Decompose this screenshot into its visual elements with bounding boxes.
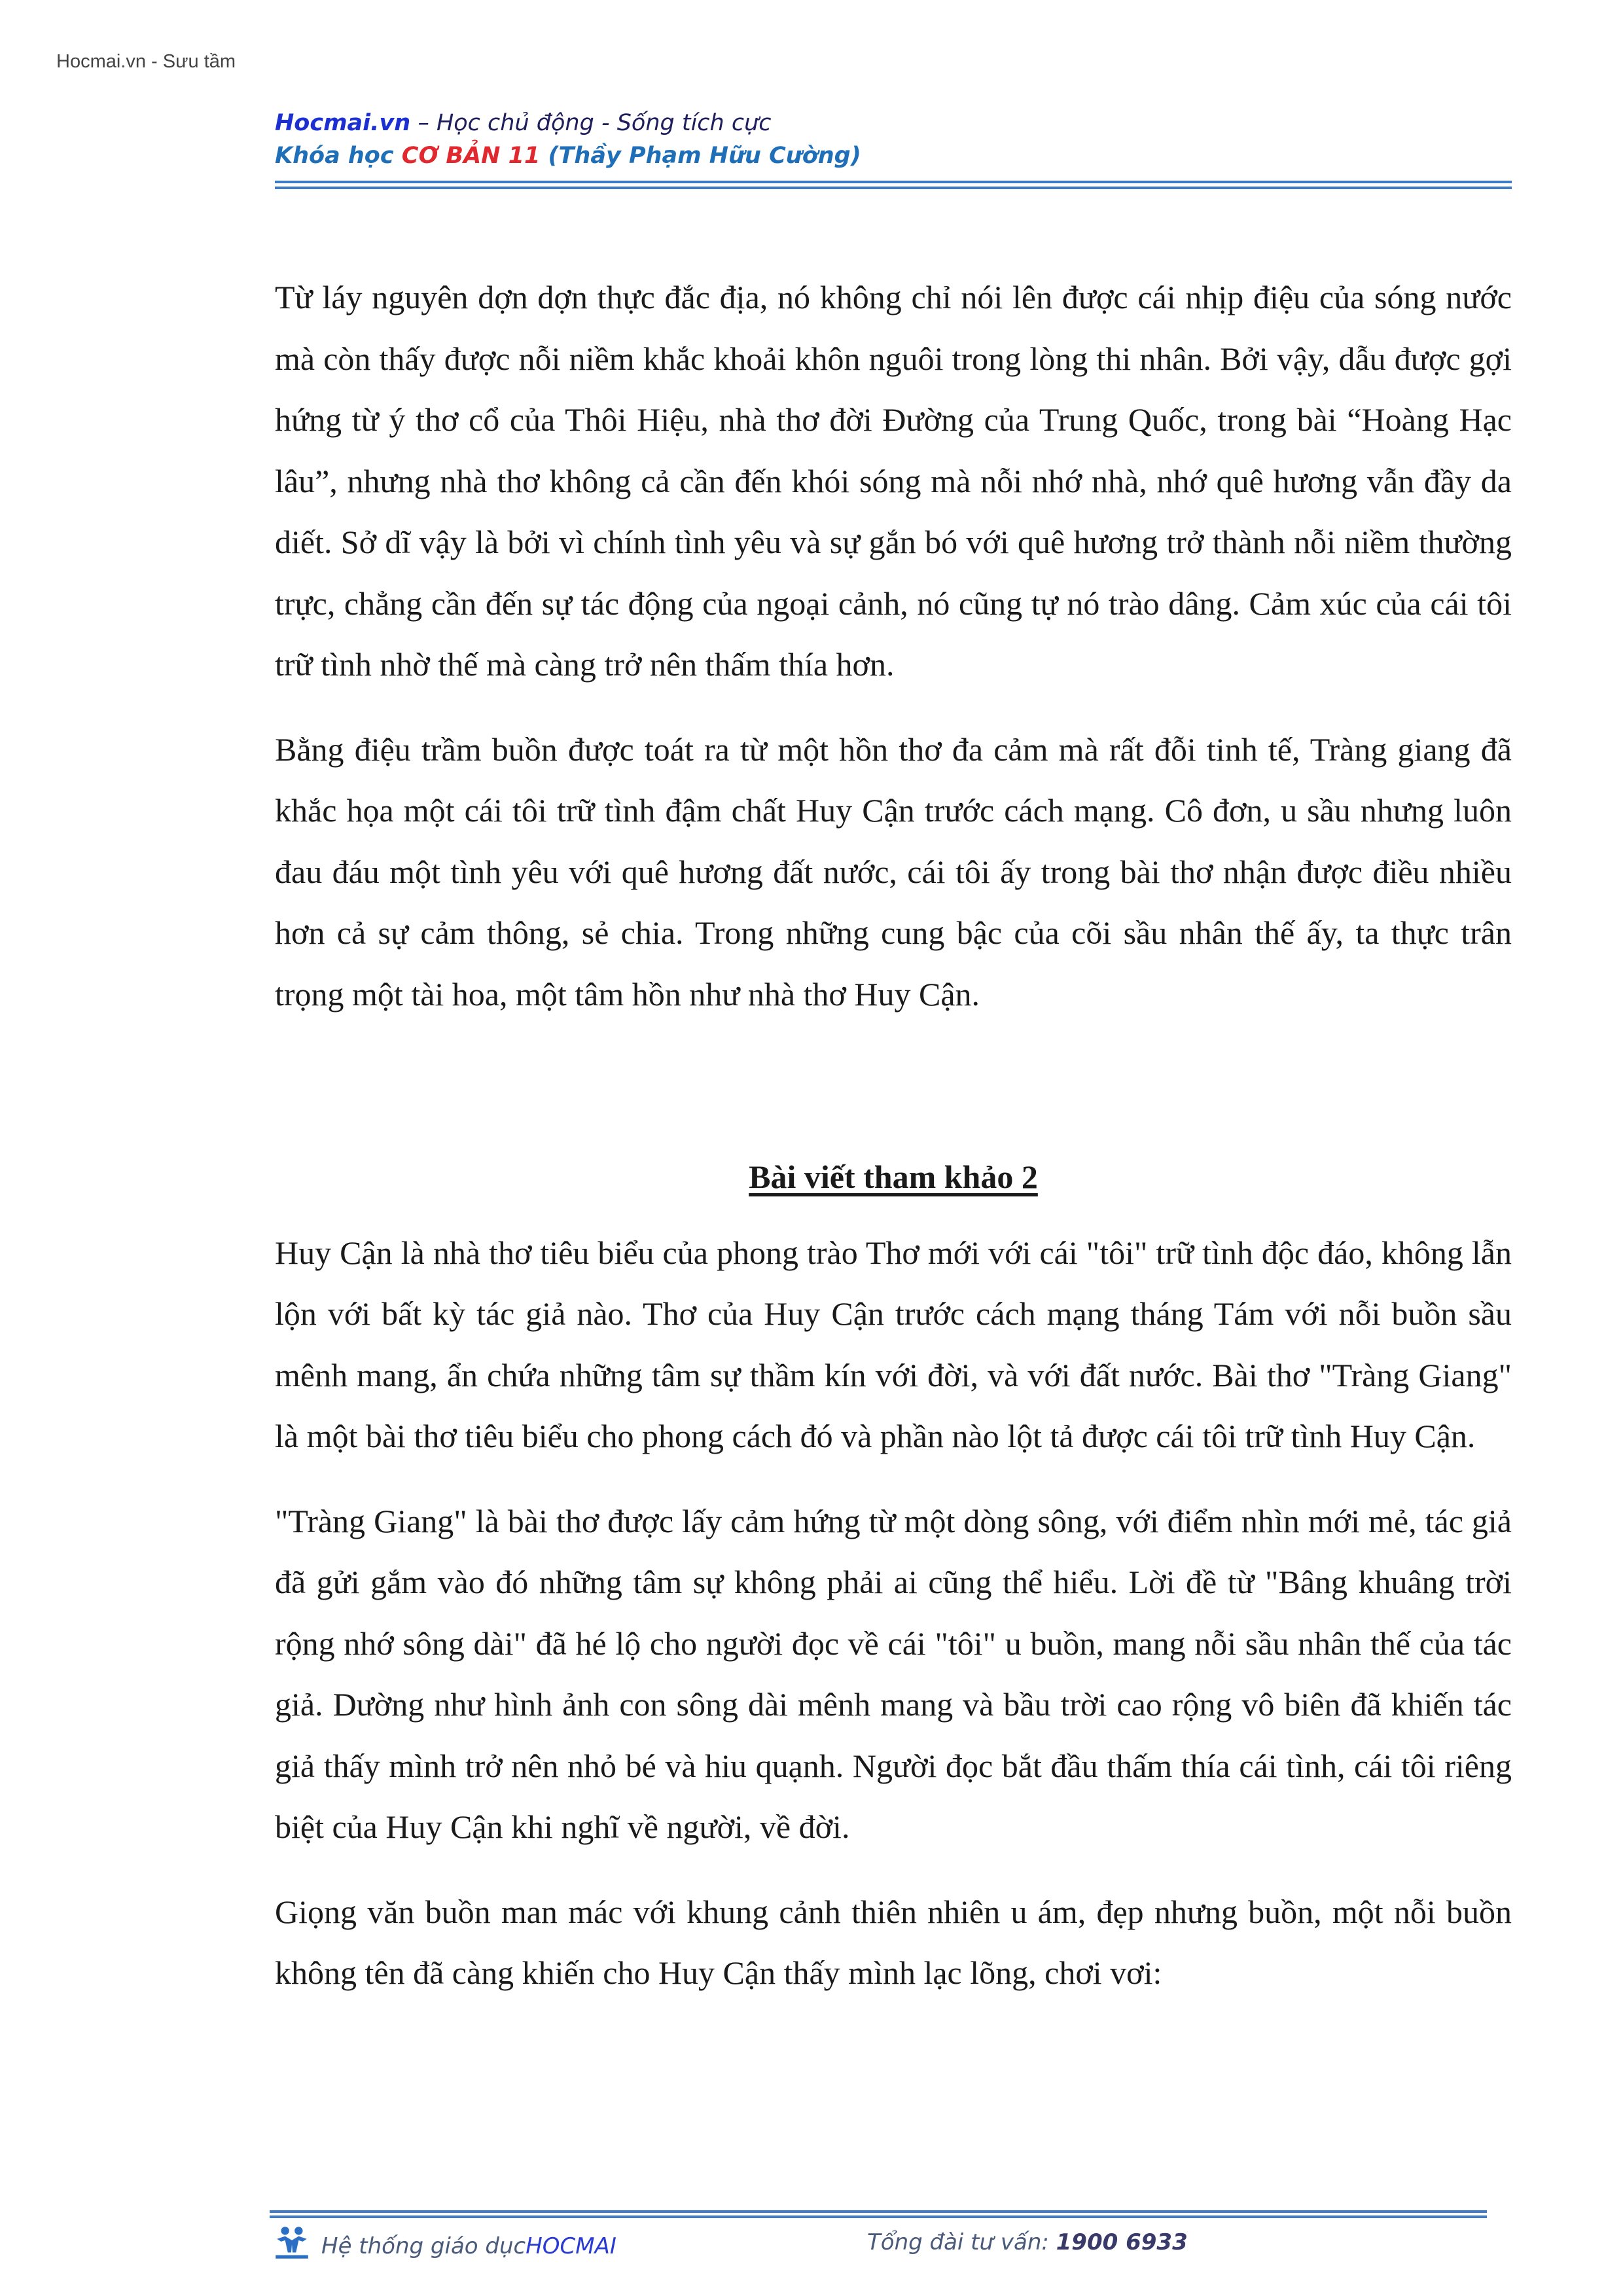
header-course-prefix: Khóa học <box>275 143 402 169</box>
footer-hotline-label: Tổng đài tư vấn: <box>867 2229 1056 2255</box>
section-title: Bài viết tham khảo 2 <box>749 1158 1038 1195</box>
paragraph: Bằng điệu trầm buồn được toát ra từ một hồn thơ đa cảm mà rất đỗi tinh tế, Tràng giang đã khắc họa một cái tôi trữ tình đậm chất Huy Cận trước cách mạng. Cô đơn, u sầu nhưng luôn đau đáu một tình yêu với quê hương đất nước, cái tôi ấy trong bài thơ nhận được điều nhiều hơn cả sự cảm thông, sẻ chia. Trong những cung bậc của cõi sầu nhân thế ấy, ta thực trân trọng một tài hoa, một tâm hồn như nhà thơ Huy Cận. <box>275 730 1512 1013</box>
header-teacher: (Thầy Phạm Hữu Cường) <box>540 143 861 169</box>
footer-left <box>272 2229 616 2263</box>
header-line-2 <box>275 143 1518 169</box>
header-divider <box>275 181 1512 189</box>
header-tagline: – Học chủ động - Sống tích cực <box>410 110 772 136</box>
footer-hotline-number: 1900 6933 <box>1056 2229 1188 2255</box>
footer-brand: HOCMAI <box>526 2233 616 2259</box>
paragraph: Giọng văn buồn man mác với khung cảnh thiên nhiên u ám, đẹp nhưng buồn, một nỗi buồn không tên đã càng khiến cho Huy Cận thấy mình lạc lõng, chơi vơi: <box>275 1893 1512 1991</box>
header-brand: Hocmai.vn <box>275 110 411 136</box>
watermark-source: Hocmai.vn - Sưu tầm <box>56 51 236 72</box>
footer-right <box>867 2229 1188 2255</box>
header-course-name: CƠ BẢN 11 <box>401 143 541 169</box>
footer-system-label: Hệ thống giáo dục <box>321 2233 526 2259</box>
hocmai-logo-icon <box>272 2223 312 2263</box>
paragraph: "Tràng Giang" là bài thơ được lấy cảm hứng từ một dòng sông, với điểm nhìn mới mẻ, tác giả đã gửi gắm vào đó những tâm sự không phải ai cũng thể hiểu. Lời đề từ "Bâng khuâng trời rộng nhớ sông dài" đã hé lộ cho người đọc về cái "tôi" u buồn, mang nỗi sầu nhân thế của tác giả. Dường như hình ảnh con sông dài mênh mang và bầu trời cao rộng vô biên đã khiến tác giả thấy mình trở nên nhỏ bé và hiu quạnh. Người đọc bắt đầu thấm thía cái tình, cái tôi riêng biệt của Huy Cận khi nghĩ về người, về đời. <box>275 1502 1512 1845</box>
footer-divider <box>270 2210 1487 2218</box>
document-body <box>275 267 1512 2028</box>
paragraph: Huy Cận là nhà thơ tiêu biểu của phong trào Thơ mới với cái "tôi" trữ tình độc đáo, không lẫn lộn với bất kỳ tác giả nào. Thơ của Huy Cận trước cách mạng tháng Tám với nỗi buồn sầu mênh mang, ẩn chứa những tâm sự thầm kín với đời, và với đất nước. Bài thơ "Tràng Giang" là một bài thơ tiêu biểu cho phong cách đó và phần nào lột tả được cái tôi trữ tình Huy Cận. <box>275 1234 1512 1454</box>
paragraph: Từ láy nguyên dợn dợn thực đắc địa, nó không chỉ nói lên được cái nhịp điệu của sóng nước mà còn thấy được nỗi niềm khắc khoải khôn nguôi trong lòng thi nhân. Bởi vậy, dẫu được gợi hứng từ ý thơ cổ của Thôi Hiệu, nhà thơ đời Đường của Trung Quốc, trong bài “Hoàng Hạc lâu”, nhưng nhà thơ không cả cần đến khói sóng mà nỗi nhớ nhà, nhớ quê hương vẫn đầy da diết. Sở dĩ vậy là bởi vì chính tình yêu và sự gắn bó với quê hương trở thành nỗi niềm thường trực, chẳng cần đến sự tác động của ngoại cảnh, nó cũng tự nó trào dâng. Cảm xúc của cái tôi trữ tình nhờ thế mà càng trở nên thấm thía hơn. <box>275 279 1512 683</box>
header-line-1 <box>275 110 1518 136</box>
